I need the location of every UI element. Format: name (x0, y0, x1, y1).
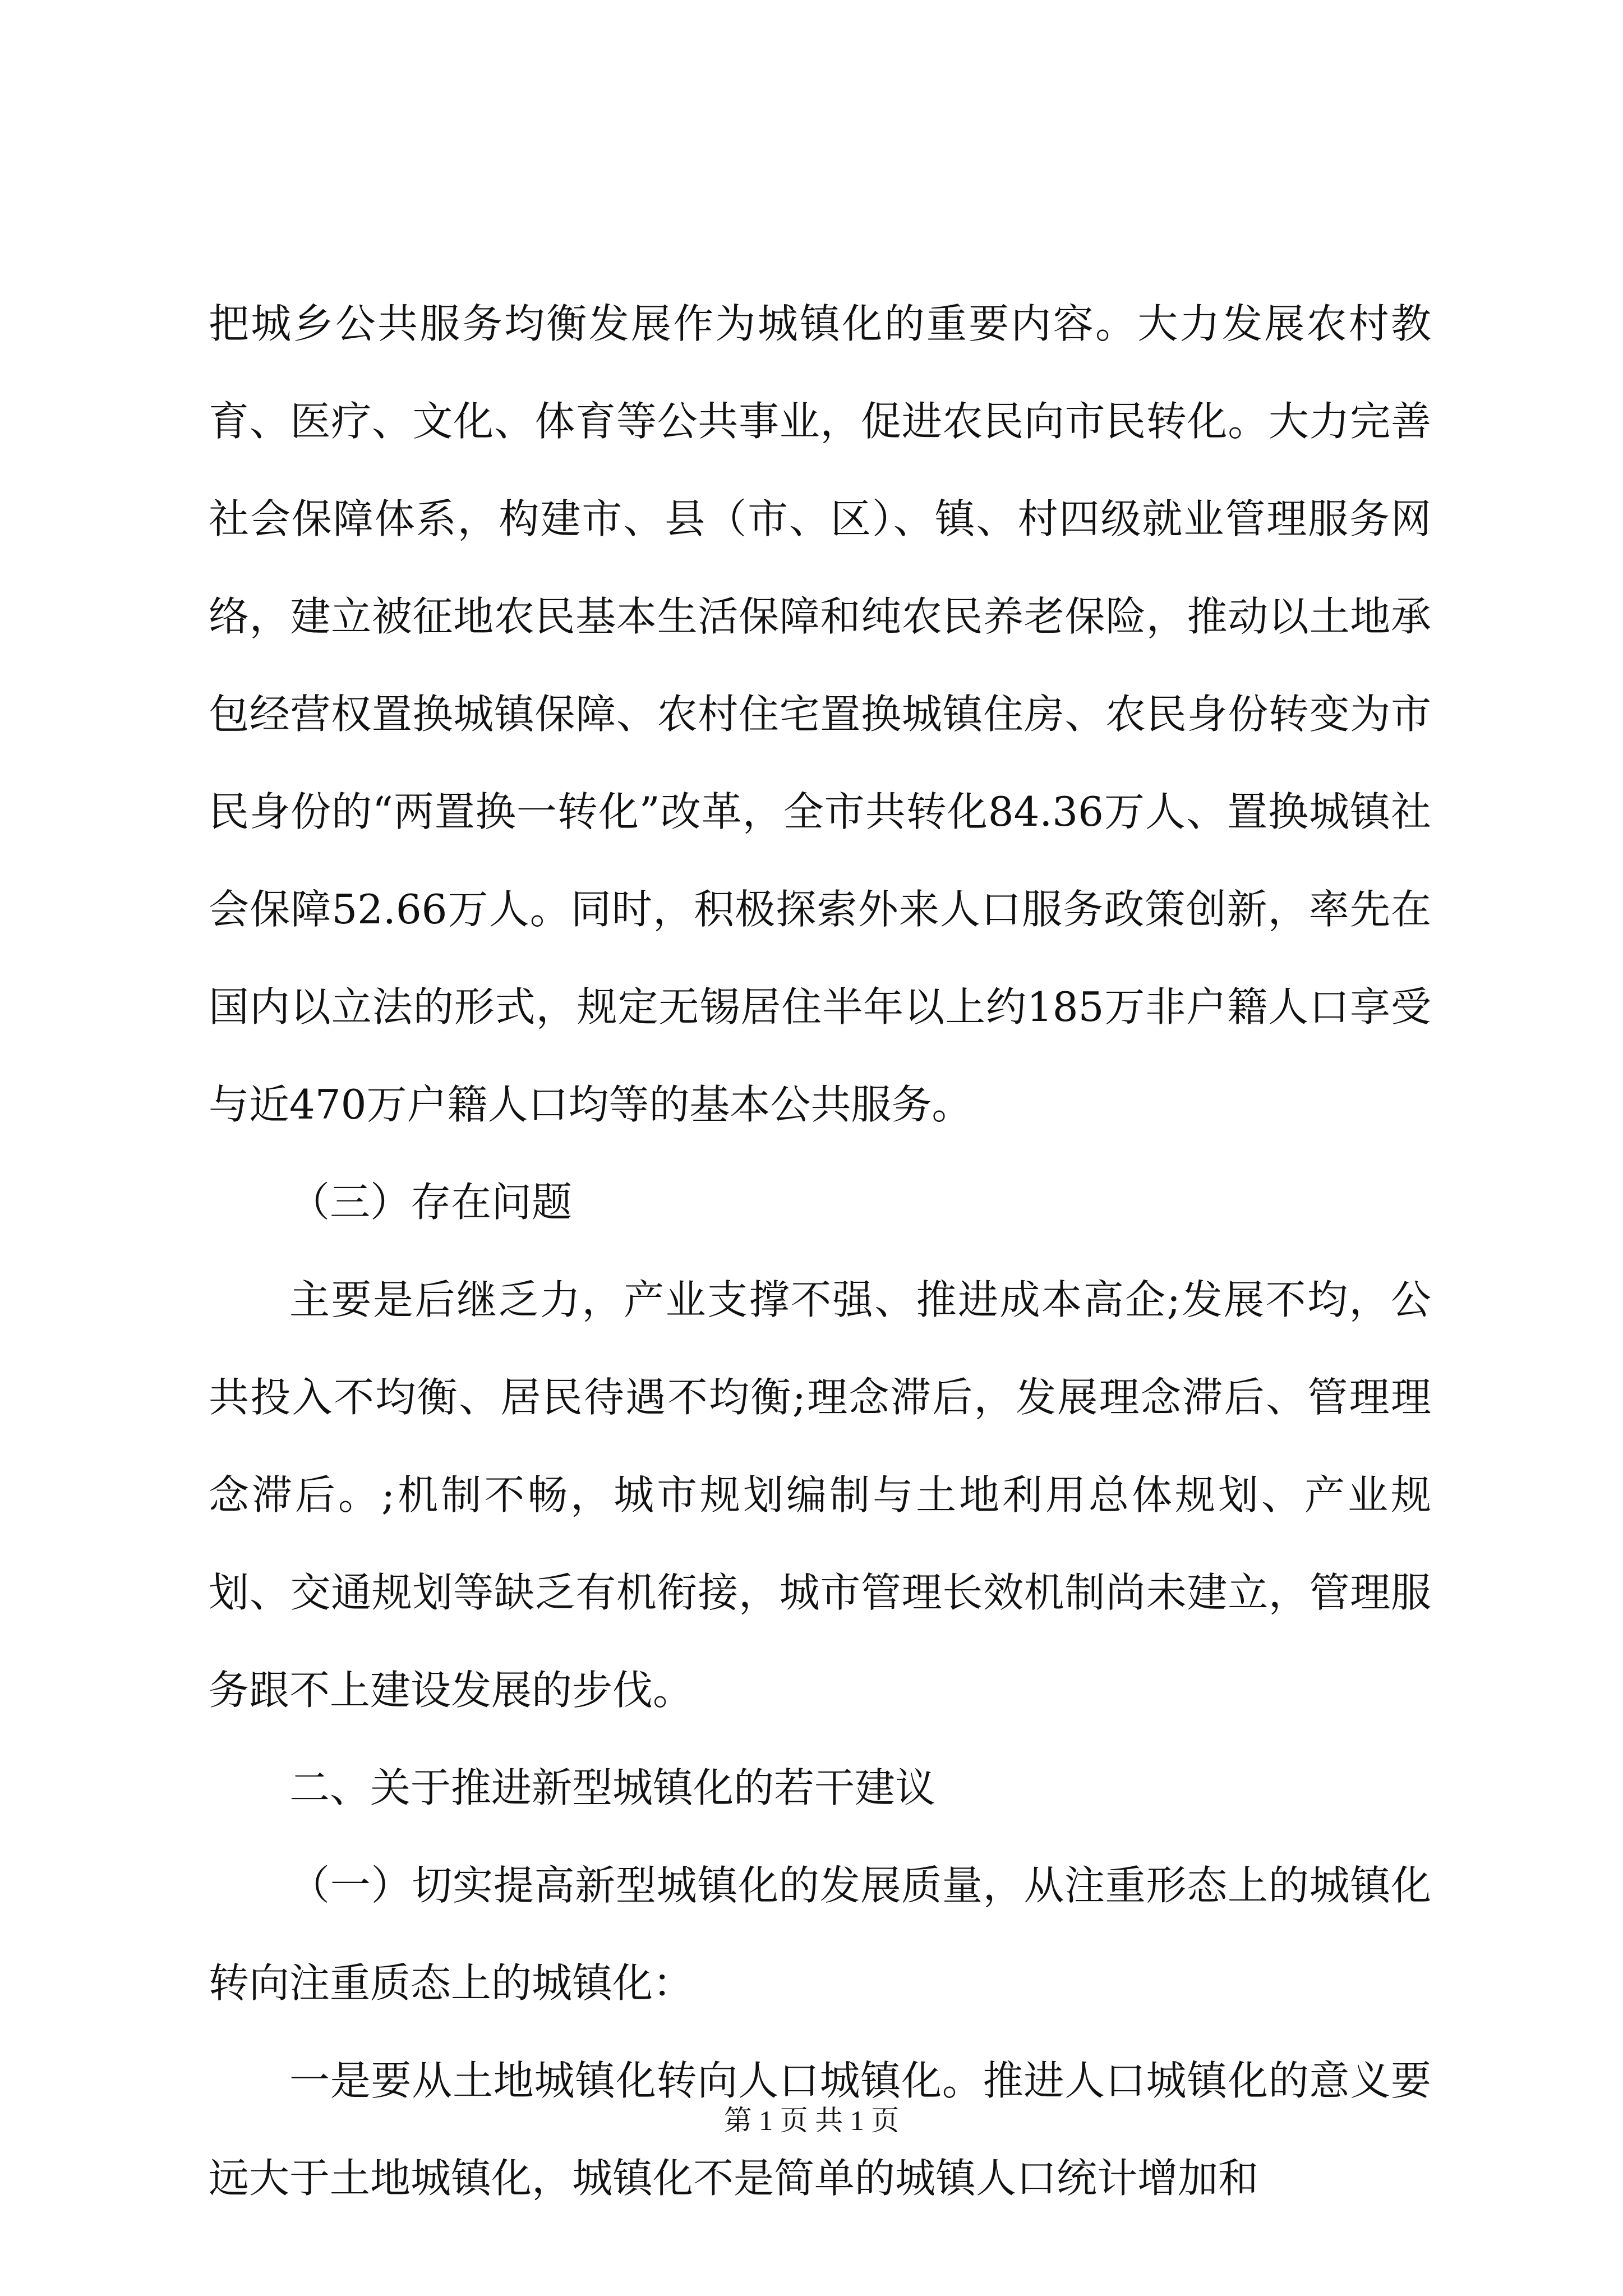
document-body (209, 275, 1431, 2227)
heading-improve-quality: （一）切实提高新型城镇化的发展质量，从注重形态上的城镇化转向注重质态上的城镇化： (209, 1862, 1431, 2007)
heading-suggestions: 二、关于推进新型城镇化的若干建议 (289, 1764, 936, 1811)
heading-existing-problems: （三）存在问题 (289, 1179, 573, 1226)
page-footer: 第 1 页 共 1 页 (723, 2105, 900, 2136)
paragraph-problems: 主要是后继乏力，产业支撑不强、推进成本高企;发展不均，公共投入不均衡、居民待遇不均衡;理念滞后，发展理念滞后、管理理念滞后。;机制不畅，城市规划编制与土地利用总体规划、产业规划、交通规划等缺乏有机衔接，城市管理长效机制尚未建立，管理服务跟不上建设发展的步伐。 (209, 1276, 1431, 1714)
paragraph-public-services: 把城乡公共服务均衡发展作为城镇化的重要内容。大力发展农村教育、医疗、文化、体育等公共事业，促进农民向市民转化。大力完善社会保障体系，构建市、县（市、区）、镇、村四级就业管理服务网络，建立被征地农民基本生活保障和纯农民养老保险，推动以土地承包经营权置换城镇保障、农村住宅置换城镇住房、农民身份转变为市民身份的“两置换一转化”改革，全市共转化84.36万人、置换城镇社会保障52.66万人。同时，积极探索外来人口服务政策创新，率先在国内以立法的形式，规定无锡居住半年以上约185万非户籍人口享受与近470万户籍人口均等的基本公共服务。 (209, 300, 1431, 1128)
paragraph-population-urbanization: 一是要从土地城镇化转向人口城镇化。推进人口城镇化的意义要远大于土地城镇化，城镇化不是简单的城镇人口统计增加和 (209, 2057, 1431, 2202)
